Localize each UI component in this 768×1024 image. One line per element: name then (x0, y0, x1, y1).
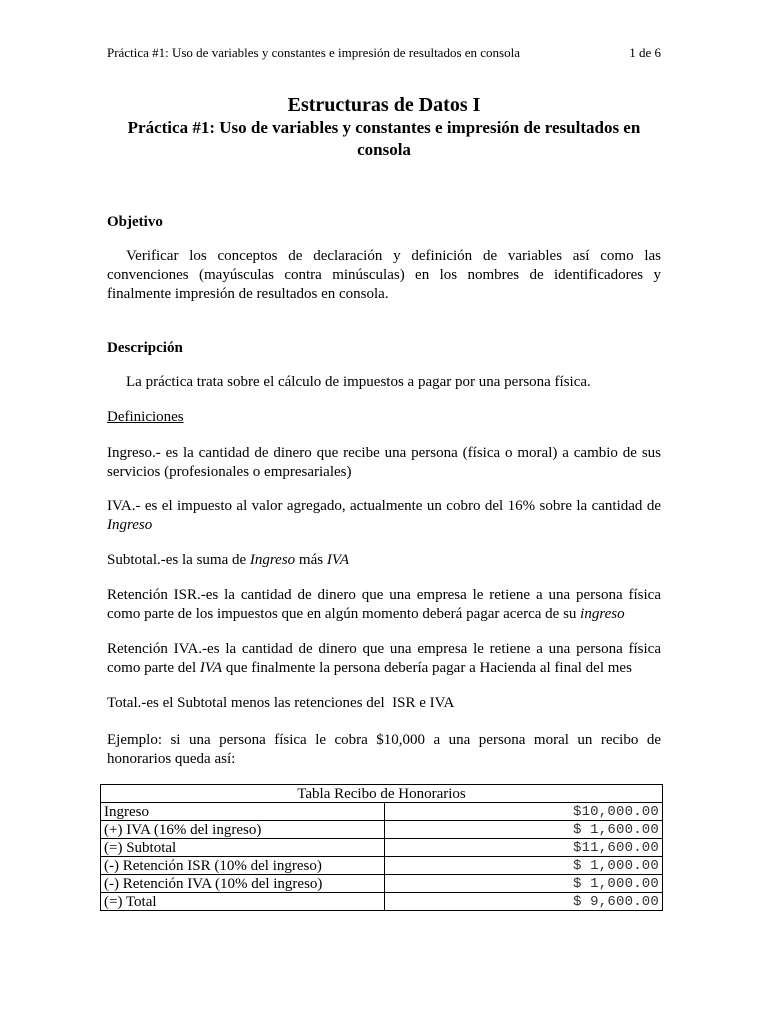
def-subtotal-emphasis-ingreso: Ingreso (249, 552, 296, 568)
row-label: Ingreso (101, 803, 385, 821)
definiciones-heading: Definiciones (107, 409, 184, 425)
def-subtotal-emphasis-iva: IVA (326, 552, 350, 568)
receipt-table (100, 784, 663, 911)
table-row (101, 875, 663, 893)
row-amount: $ 1,000.00 (385, 875, 663, 893)
def-retencion-iva (107, 640, 661, 678)
row-amount: $10,000.00 (385, 803, 663, 821)
objetivo-text: Verificar los conceptos de declaración y definición de variables así como las convenciones (mayúsculas contra minúsculas) en los nombres de identificadores y finalmente impresión de resultados en consola. (107, 248, 661, 302)
ejemplo-text: Ejemplo: si una persona física le cobra $10,000 a una persona moral un recibo de honorarios queda así: (107, 732, 661, 767)
row-amount: $ 1,000.00 (385, 857, 663, 875)
def-iva-emphasis: Ingreso (107, 517, 153, 533)
page-number: 1 de 6 (629, 45, 661, 60)
row-amount: $ 9,600.00 (385, 893, 663, 911)
def-retencion-isr (107, 586, 661, 624)
def-retencion-iva-emphasis: IVA (199, 660, 223, 676)
table-row (101, 821, 663, 839)
row-label: (-) Retención ISR (10% del ingreso) (101, 857, 385, 875)
def-iva (107, 497, 661, 535)
def-retencion-iva-tail: que finalmente la persona debería pagar a Hacienda al final del mes (222, 660, 632, 676)
practice-title: Práctica #1: Uso de variables y constantes e impresión de resultados en consola (127, 118, 641, 159)
table-row (101, 839, 663, 857)
row-label: (-) Retención IVA (10% del ingreso) (101, 875, 385, 893)
def-retencion-isr-text: Retención ISR.-es la cantidad de dinero que una empresa le retiene a una persona física como parte de los impuestos que en algún momento deberá pagar acerca de su (107, 587, 661, 622)
objetivo-heading: Objetivo (107, 214, 163, 230)
def-retencion-isr-emphasis: ingreso (580, 606, 625, 622)
def-subtotal (107, 551, 661, 570)
row-amount: $ 1,600.00 (385, 821, 663, 839)
def-total: Total.-es el Subtotal menos las retenciones del ISR e IVA (107, 695, 455, 711)
descripcion-heading: Descripción (107, 340, 183, 356)
def-ingreso: Ingreso.- es la cantidad de dinero que recibe una persona (física o moral) a cambio de sus servicios (profesionales o empresariales) (107, 445, 661, 480)
table-row (101, 803, 663, 821)
table-row (101, 857, 663, 875)
descripcion-text: La práctica trata sobre el cálculo de impuestos a pagar por una persona física. (126, 374, 591, 390)
table-caption: Tabla Recibo de Honorarios (101, 785, 663, 803)
course-title: Estructuras de Datos I (287, 94, 481, 116)
row-label: (=) Total (101, 893, 385, 911)
running-header (107, 45, 661, 61)
table-caption-row (101, 785, 663, 803)
row-label: (=) Subtotal (101, 839, 385, 857)
def-iva-text: IVA.- es el impuesto al valor agregado, actualmente un cobro del 16% sobre la cantidad de (107, 498, 661, 514)
def-subtotal-connector: más (295, 552, 327, 568)
row-label: (+) IVA (16% del ingreso) (101, 821, 385, 839)
document-titles (107, 93, 661, 161)
def-subtotal-text: Subtotal.-es la suma de (107, 552, 250, 568)
def-retencion-iva-text: Retención IVA.-es la cantidad de dinero que una empresa le retiene a una persona física como parte del (107, 641, 661, 676)
row-amount: $11,600.00 (385, 839, 663, 857)
table-row (101, 893, 663, 911)
running-title: Práctica #1: Uso de variables y constantes e impresión de resultados en consola (107, 45, 520, 60)
